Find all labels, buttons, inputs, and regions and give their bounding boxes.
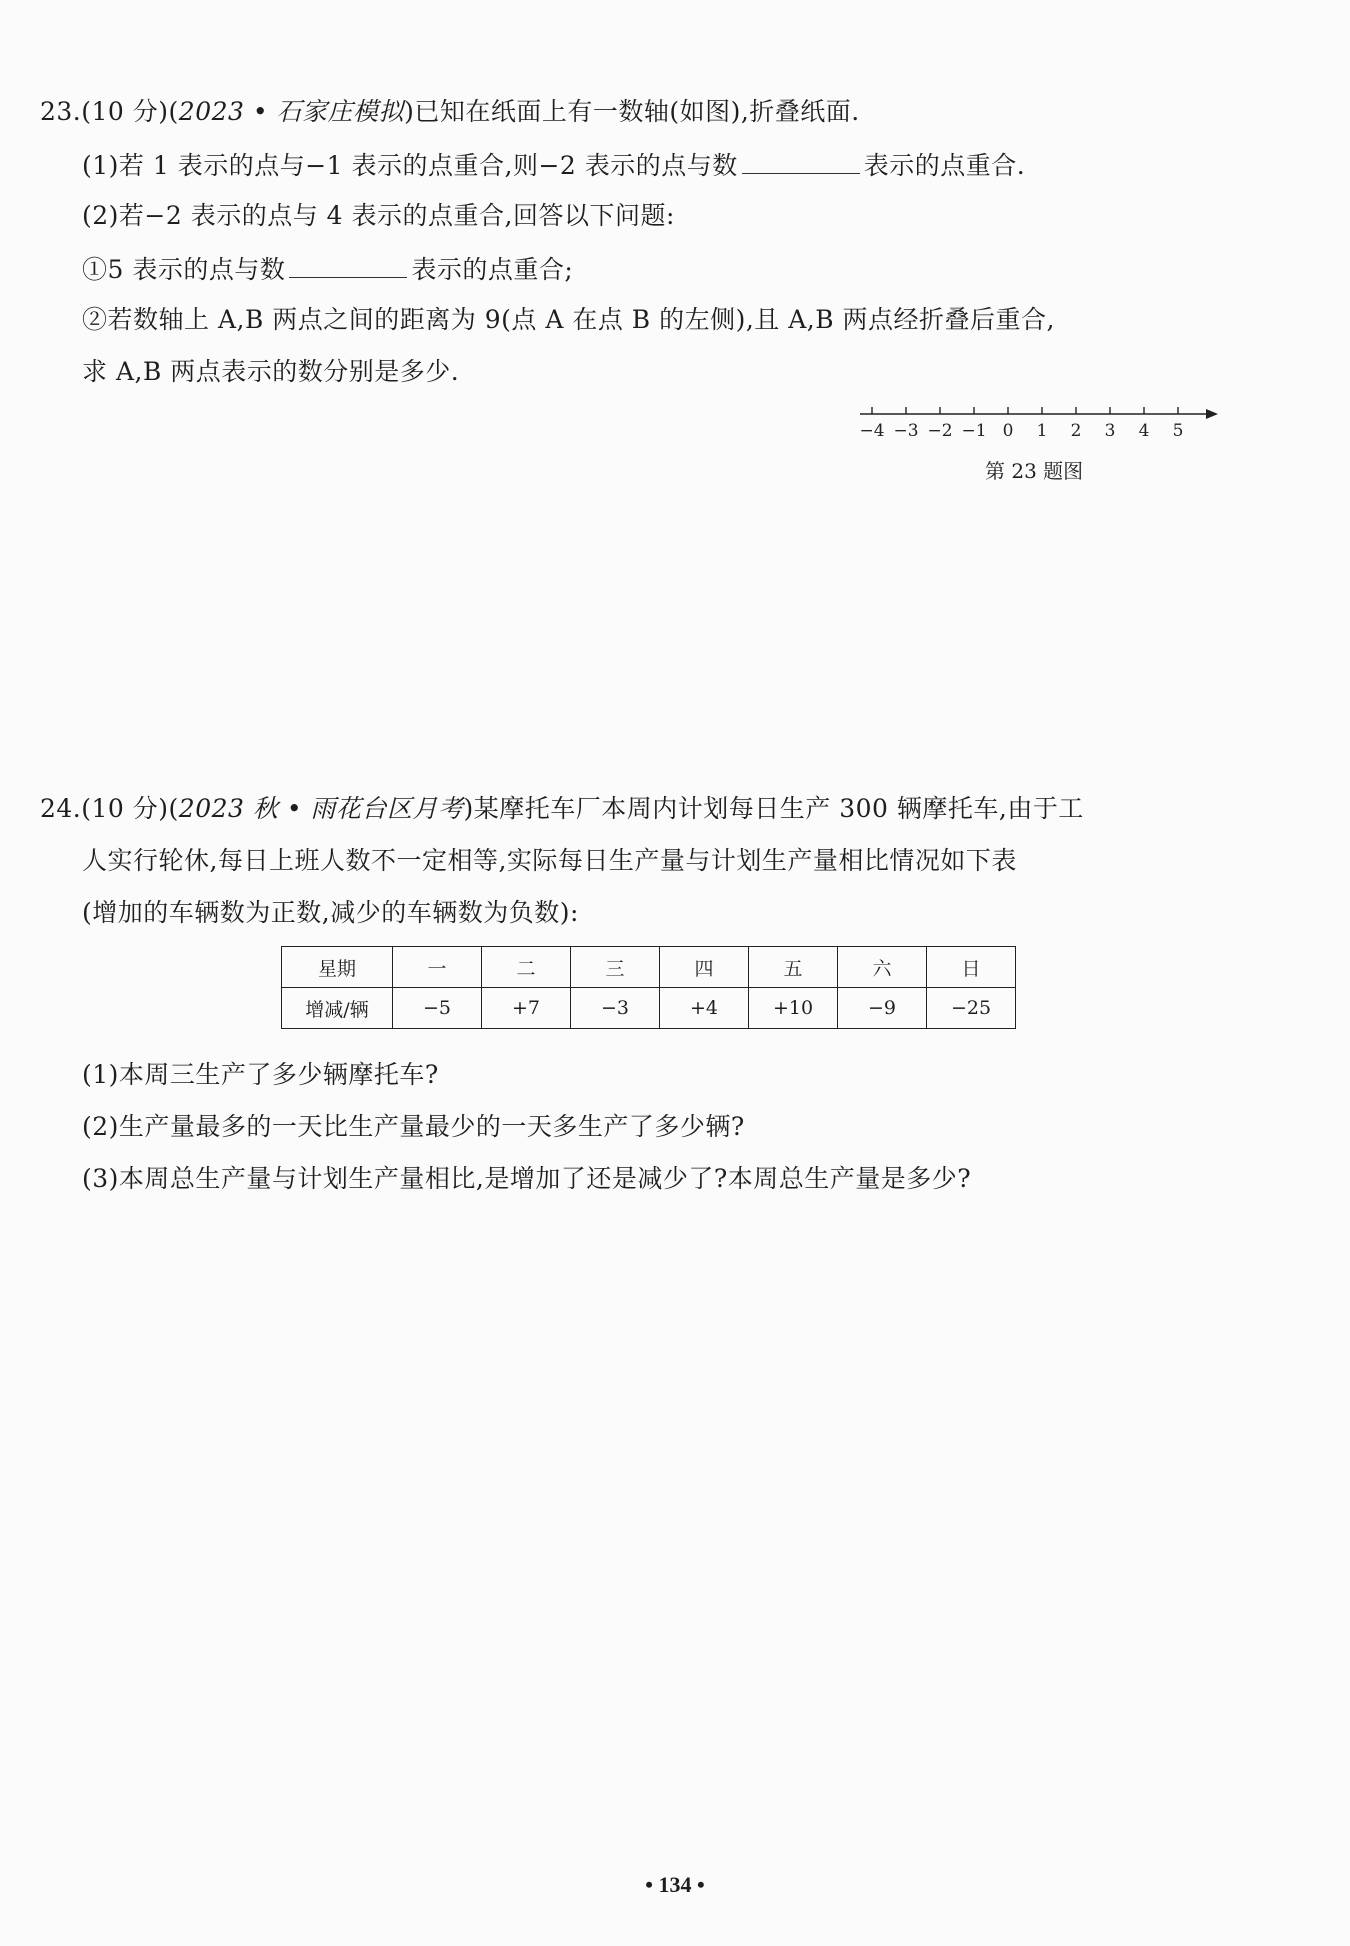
q24-stem-text: )某摩托车厂本周内计划每日生产 300 辆摩托车,由于工: [463, 794, 1084, 823]
q23-part2: (2)若−2 表示的点与 4 表示的点重合,回答以下问题:: [82, 201, 675, 230]
axis-tick-label: 0: [1002, 421, 1014, 441]
q23-part2b-line2: 求 A,B 两点表示的数分别是多少.: [82, 357, 460, 386]
table-cell: −5: [393, 988, 482, 1029]
table-cell: −25: [927, 988, 1016, 1029]
q23-score: (10 分)(: [81, 97, 179, 126]
table-cell: 五: [749, 947, 838, 988]
table-cell: 日: [927, 947, 1016, 988]
axis-tick-label: −4: [859, 421, 885, 441]
q23-part2b-line1: ②若数轴上 A,B 两点之间的距离为 9(点 A 在点 B 的左侧),且 A,B 两点经折叠后重合,: [82, 305, 1056, 334]
axis-tick-label: 2: [1070, 421, 1082, 441]
table-header-cell: 星期: [282, 947, 393, 988]
q23-part1-tail: 表示的点重合.: [863, 151, 1026, 180]
q24-stem-line2: 人实行轮休,每日上班人数不一定相等,实际每日生产量与计划生产量相比情况如下表: [82, 846, 1017, 875]
q23-source: 2023 • 石家庄模拟: [178, 97, 405, 126]
q23-stem: [40, 95, 860, 129]
table-cell: 六: [838, 947, 927, 988]
answer-blank: [742, 147, 860, 174]
q23-part2a: [82, 251, 573, 287]
q24-stem: [40, 792, 1084, 826]
axis-tick-label: −1: [961, 421, 987, 441]
q23-stem-text: )已知在纸面上有一数轴(如图),折叠纸面.: [404, 97, 860, 126]
q24-score: (10 分)(: [81, 794, 179, 823]
table-cell: 一: [393, 947, 482, 988]
q24-sub2: (2)生产量最多的一天比生产量最少的一天多生产了多少辆?: [82, 1112, 745, 1141]
table-cell: −9: [838, 988, 927, 1029]
table-cell: 三: [571, 947, 660, 988]
q23-part2a-text: ①5 表示的点与数: [82, 255, 286, 284]
table-cell: +7: [482, 988, 571, 1029]
q23-number: 23.: [40, 97, 82, 126]
table-header-cell: 增减/辆: [282, 988, 393, 1029]
q24-source: 2023 秋 • 雨花台区月考: [178, 794, 464, 823]
arrow-head-icon: [1206, 409, 1218, 419]
production-table: [281, 946, 1016, 1029]
q23-part2a-tail: 表示的点重合;: [411, 255, 574, 284]
answer-blank: [289, 251, 407, 278]
tick-group: [859, 407, 1183, 441]
axis-tick-label: 5: [1172, 421, 1184, 441]
q24-stem-line3: (增加的车辆数为正数,减少的车辆数为负数):: [82, 898, 579, 927]
q24-sub1: (1)本周三生产了多少辆摩托车?: [82, 1060, 439, 1089]
table-cell: 二: [482, 947, 571, 988]
table-cell: +4: [660, 988, 749, 1029]
page-number: • 134 •: [645, 1872, 705, 1897]
axis-tick-label: −2: [927, 421, 953, 441]
q23-part1-text: (1)若 1 表示的点与−1 表示的点重合,则−2 表示的点与数: [82, 151, 738, 180]
figure-caption: 第 23 题图: [985, 459, 1084, 483]
table-cell: −3: [571, 988, 660, 1029]
q24-number: 24.: [40, 794, 82, 823]
axis-tick-label: 4: [1138, 421, 1150, 441]
table-cell: 四: [660, 947, 749, 988]
number-line-figure: [858, 402, 1218, 450]
q24-sub3: (3)本周总生产量与计划生产量相比,是增加了还是减少了?本周总生产量是多少?: [82, 1164, 972, 1193]
table-cell: +10: [749, 988, 838, 1029]
axis-tick-label: −3: [893, 421, 919, 441]
table-row: [282, 988, 1016, 1029]
axis-tick-label: 1: [1036, 421, 1048, 441]
q23-part1: [82, 147, 1025, 183]
table-row: [282, 947, 1016, 988]
axis-tick-label: 3: [1104, 421, 1116, 441]
